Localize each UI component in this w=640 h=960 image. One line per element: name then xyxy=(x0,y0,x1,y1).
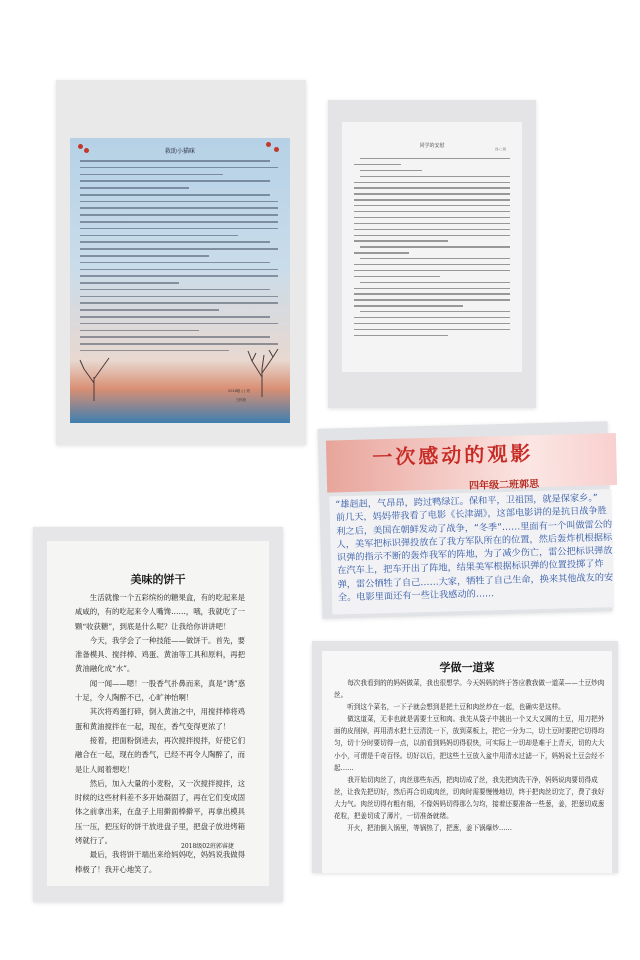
essay-title: 美味的饼干 xyxy=(130,573,186,586)
essay-paragraph: 我开始切肉丝了，肉丝那些东西，把肉切成了丝，我先把肉洗干净，妈妈说肉要切得成丝，让我先把切好，然后再合切成肉丝，切肉时需要慢慢地切，终于把肉丝切完了，费了我好大力气。肉丝切得有粗有细，不像妈妈切得那么匀均，接着还要准备一些葱，姜，把葱切成葱花粒，把姜切成了薄片，一切准备就绪。 xyxy=(334,775,605,821)
essay-text xyxy=(75,591,249,877)
essay-paragraph: 每次我看到的的妈妈做菜，我也很想学。今天妈妈的终于答应教我做一道菜——土豆炒肉丝。 xyxy=(334,679,605,700)
essay-paragraph: 接着，把面粉倒进去，再次搅拌搅拌，好使它们融合在一起，现在的香气，已经不再令人陶醉了，而是让人闻着想吃！ xyxy=(75,735,246,774)
essay-paper xyxy=(322,651,612,873)
bare-tree-icon xyxy=(242,347,282,397)
essay-signature: 2018级 ( ) 班 xyxy=(228,389,250,393)
essay-class-label: 四年级二班郭思 xyxy=(468,479,540,492)
photo-rescue-kitten-essay xyxy=(56,80,306,445)
essay-paragraph: 今天，我学会了一种技能——做饼干。首先，要准备模具、搅拌棒、鸡蛋、黄油等工具和原料，再把黄油融化成“水”。 xyxy=(75,635,246,674)
essay-paragraph: 开火，把油倒入锅里，等锅热了，把葱，姜下锅爆炒…… xyxy=(347,824,513,833)
essay-text: “雄赳赳，气昂昂，跨过鸭绿江。保和平，卫祖国，就是保家乡。” 前几天，妈妈带我看了电影《长津湖》，这部电影讲的是抗日战争胜利之后，美国在朝鲜发动了战争，“冬季”……里面有一个叫做雷公的人，美军把标识弹投放在了我方军队所在的位置，然后轰炸机根据标识弹的指示不断的轰炸我军的阵地，为了减少伤亡，雷公把标识弹放在汽车上，把车开出了阵地，结果美军根据标识弹的位置投掷了炸弹，雷公牺牲了自己……大家，牺牲了自己生命，换来其他战友的安全。电影里面还有一些让我感动的…… xyxy=(335,492,617,604)
essay-body xyxy=(329,489,617,614)
essay-paragraph: 生活就像一个五彩缤纷的糖果盒，有的吃起来是咸咸的，有的吃起来令人嘴馋……，哦，我就吃了一颗“收获糖”，到底是什么呢？让我给你讲讲吧！ xyxy=(75,593,246,631)
essay-paragraph: 然后，加入大量的小麦粉，又一次搅拌搅拌，这时候的这些材料差不多开始凝固了，再在它们变成固体之前拿出来，在盘子上用擀面棒擀平，再拿出模具压一压，把压好的饼干放进盘子里，把盘子放进烤箱烤就行了。 xyxy=(75,778,246,846)
bare-tree-icon xyxy=(76,357,116,401)
essay-paragraph: 其次将鸡蛋打碎，倒入黄油之中，用搅拌棒将鸡蛋和黄油搅拌在一起，现在，香气变得更浓了！ xyxy=(75,707,246,731)
essay-paper xyxy=(342,122,522,372)
essay-paragraph: 闻一闻——嗯！一股香气扑鼻而来，真是“诱”惑十足，令人陶醉不已，心旷神怡啊！ xyxy=(75,678,246,703)
photo-cooking-dish-essay xyxy=(312,641,618,873)
essay-title: 同学的安慰 xyxy=(419,143,445,149)
essay-text-lines xyxy=(80,160,278,357)
essay-text-lines xyxy=(354,158,510,341)
essay-text xyxy=(334,677,608,834)
essay-title: 一次感动的观影 xyxy=(372,441,534,470)
photo-classmate-comfort-essay xyxy=(328,100,536,408)
essay-title: 学做一道菜 xyxy=(439,661,495,674)
photo-touching-movie-essay xyxy=(318,421,617,619)
essay-paragraph: 听到这个菜名，一下子就会想到是把土豆和肉丝炒在一起，也确实是这样。 xyxy=(347,703,565,712)
essay-author: 王梓萱 xyxy=(235,398,246,402)
essay-paragraph: 做这道菜，无非也就是需要土豆和肉。我先从袋子中挑出一个又大又圆的土豆，用刀把外面的皮削掉，再用清水把土豆清洗一下，放到菜板上，把它一分为二，切土豆时要把它切得均匀，切十分时要切得一点，以前看到妈妈切得很快，可实际上一切却是难于上青天，切的大大小小，可谓是千奇百怪。切好以后，把这些土豆放入盆中用清水过滤一下，妈妈说土豆会经不起…… xyxy=(334,715,605,772)
essay-class-label: 四•二班 xyxy=(495,147,506,151)
photo-delicious-cookies-essay xyxy=(33,527,283,902)
essay-paragraph: 最后，我将饼干端出来给妈妈吃，妈妈说我做得棒极了！我开心地笑了。 xyxy=(75,850,246,874)
essay-title: 救助小猫咪 xyxy=(164,148,195,155)
essay-paper xyxy=(70,138,290,423)
essay-signature: 2018级02班郭睿捷 xyxy=(181,843,234,850)
